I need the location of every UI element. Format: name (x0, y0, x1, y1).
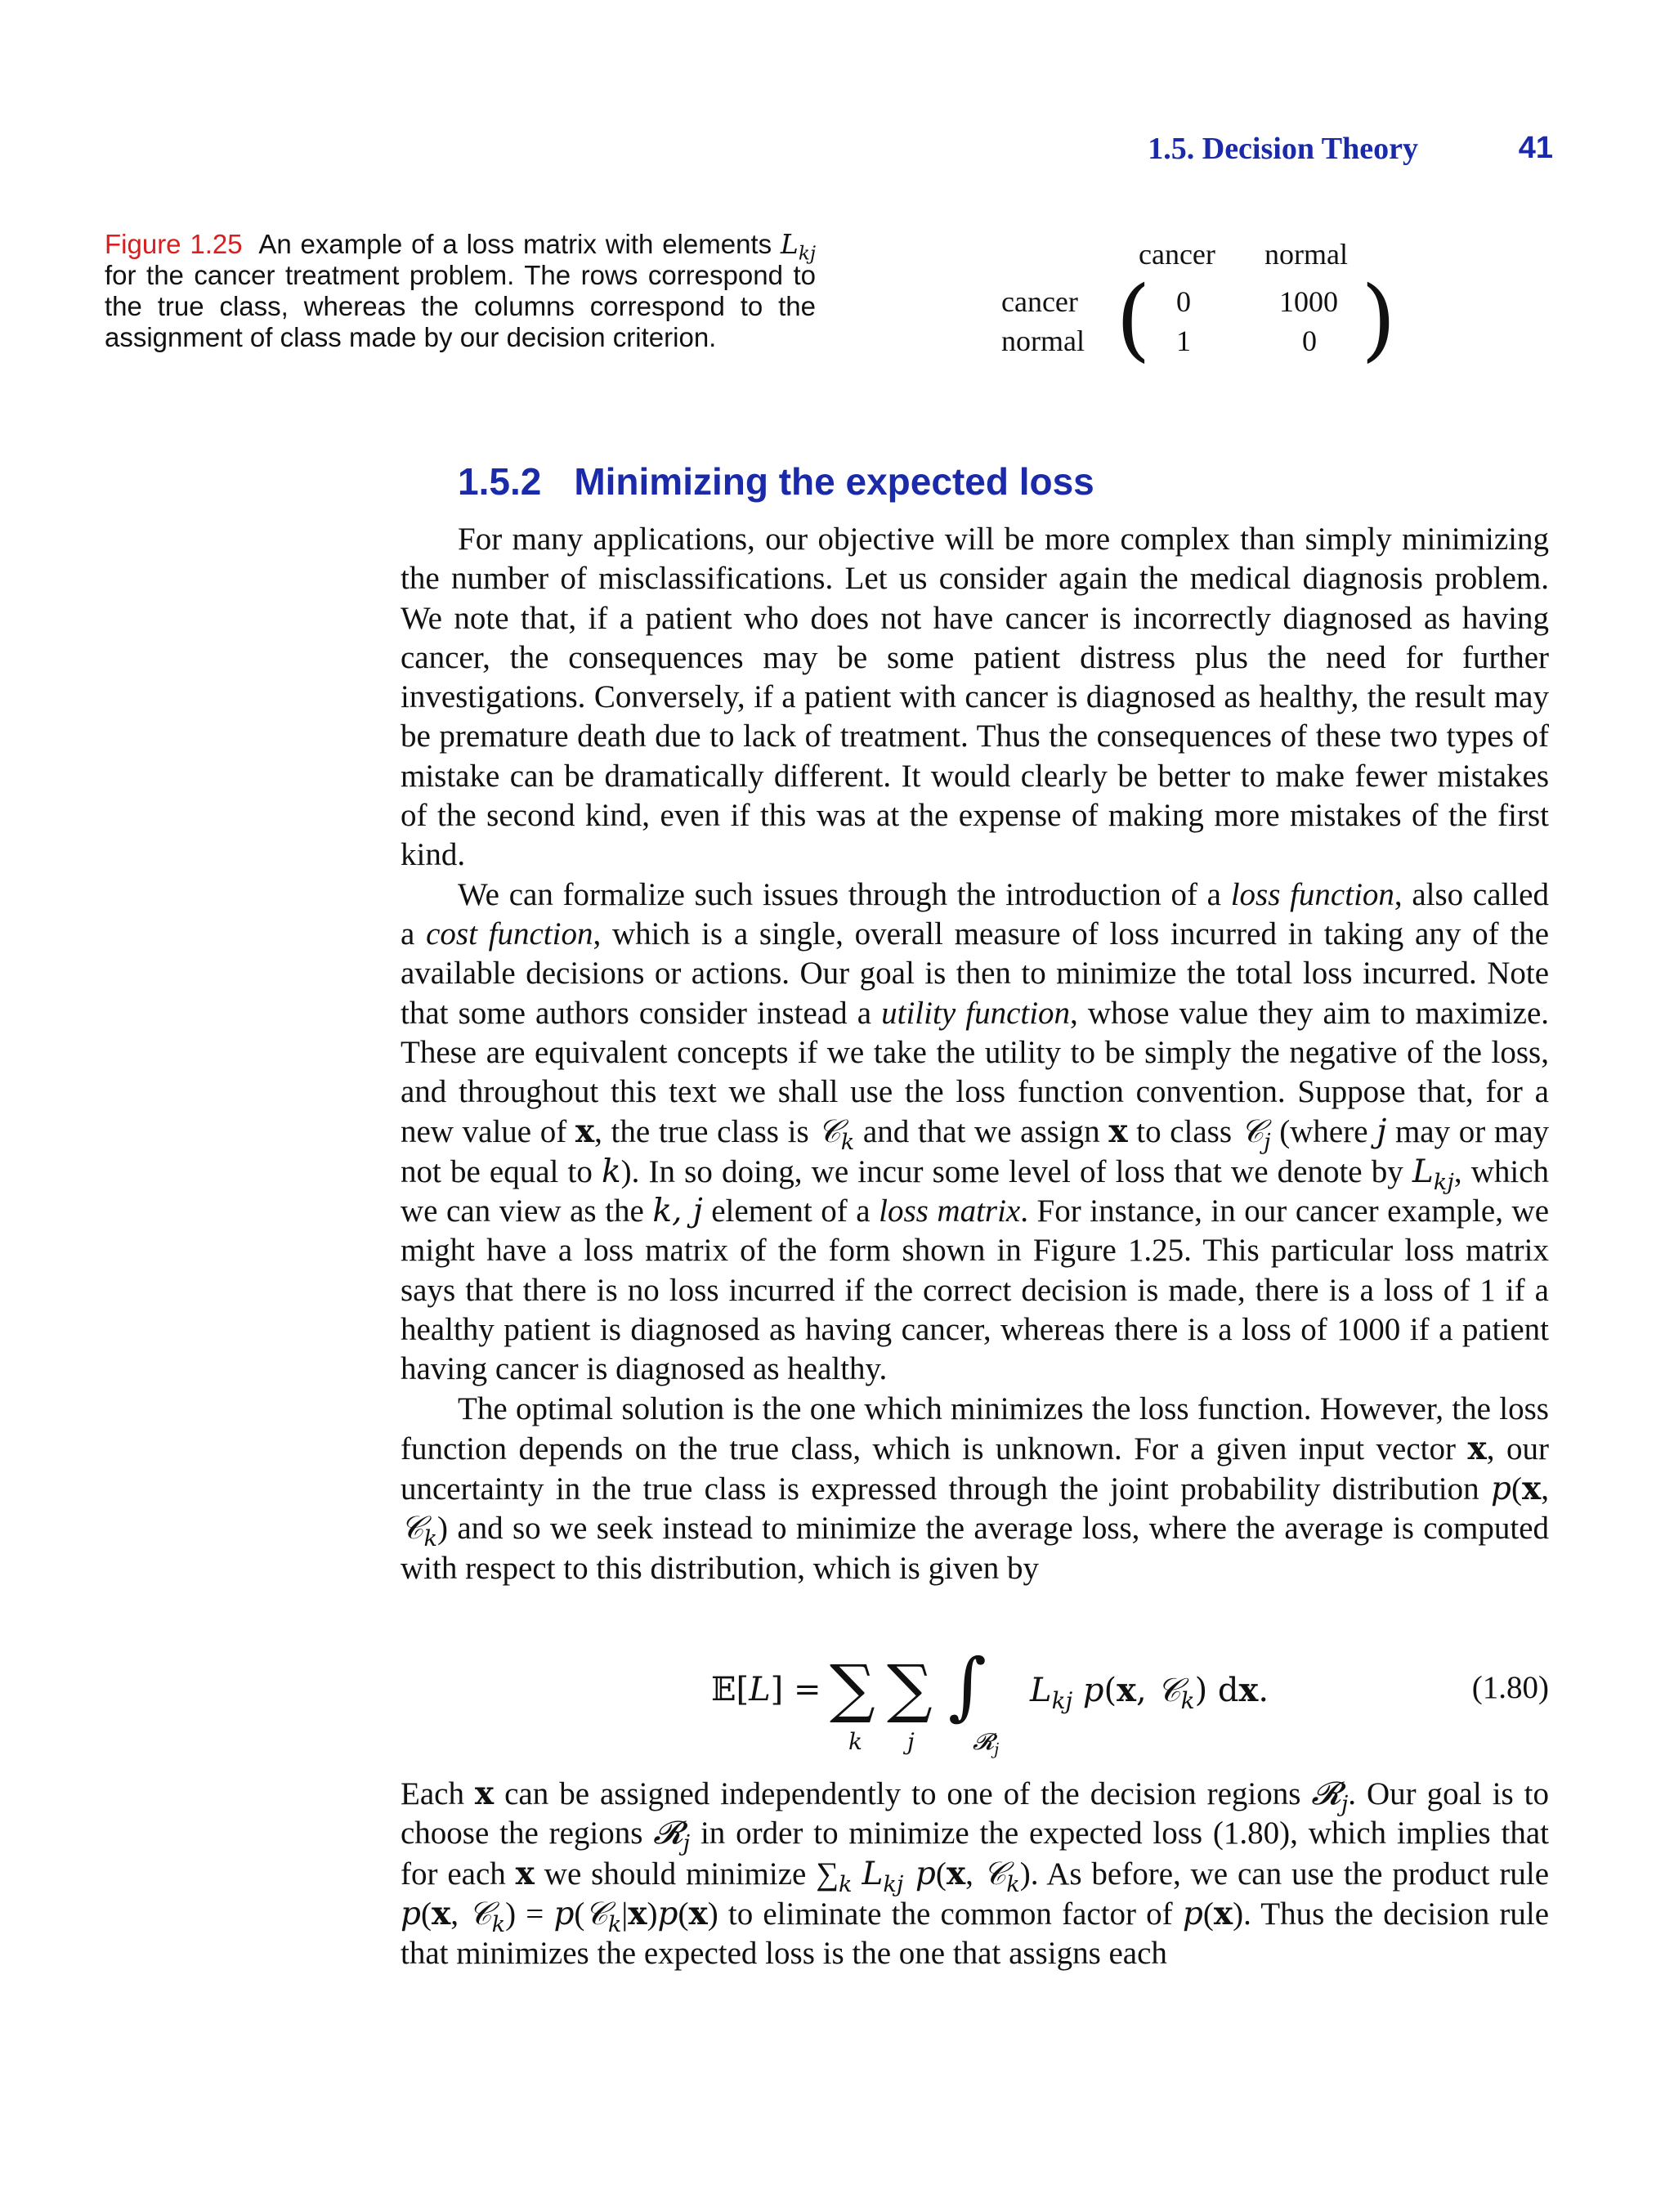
section-heading (458, 459, 1094, 504)
sum-icon: ∑ (830, 1652, 875, 1726)
matrix-col-header: cancer (1139, 238, 1215, 271)
matrix-cell: 0 (1176, 285, 1191, 318)
matrix-row-label: cancer (1001, 285, 1078, 318)
matrix-col-header: normal (1264, 238, 1348, 271)
equation-number: (1.80) (1471, 1670, 1549, 1705)
paragraph: For many applications, our objective will be more complex than simply minimizing the number of misclassifications. Let us consider again the medical diagnosis problem. We note that, if a patient who does not have cancer is incorrectly diagnosed as having cancer, the consequences may be some patient distress plus the need for further investigations. Conversely, if a patient with cancer is diagnosed as healthy, the result may be premature death due to lack of treatment. Thus the consequences of these two types of mistake can be dramatically different. It would clearly be better to make fewer mistakes of the second kind, even if this was at the expense of making more mistakes of the first kind. (401, 522, 1549, 873)
integral-icon: ∫ (948, 1643, 987, 1729)
caption-text-2: for the cancer treatment problem. The rows correspond to the true class, whereas the columns correspond to the assignment of class made by our decision criterion. (105, 260, 816, 352)
matrix-cell: 1 (1176, 325, 1191, 357)
body-text (401, 520, 1549, 1588)
figure-label: Figure 1.25 (105, 229, 243, 259)
section-number: 1.5.2 (458, 460, 542, 503)
matrix-cell: 0 (1302, 325, 1317, 357)
loss-matrix (1001, 233, 1410, 380)
paragraph: The optimal solution is the one which minimizes the loss function. However, the loss function depends on the true class, which is unknown. For a given input vector x, our uncertainty in the true class is expressed through the joint probability distribution p(x, 𝒞$_k$) and so we seek instead to minimize the average loss, where the average is computed with respect to this distribution, which is given by (401, 1390, 1550, 1586)
paragraph: Each x can be assigned independently to one of the decision regions 𝓡$_j$. Our goal is to choose the regions 𝓡$_j$ in order to minimize the expected loss (1.80), which implies that for each x we should minimize $\sum_k$ $L_{kj}$ p(x, 𝒞$_k$). As before, we can use the product rule p(x, 𝒞$_k$) = p(𝒞$_k$|x)p(x) to eliminate the common factor of p(x). Thus the decision rule that minimizes the expected loss is the one that assigns each (401, 1775, 1550, 1972)
matrix-row-label: normal (1001, 325, 1085, 357)
figure-caption (105, 229, 816, 353)
running-head: 1.5. Decision Theory (1148, 132, 1418, 166)
left-paren-icon: ( (1116, 266, 1151, 371)
caption-symbol: $L_{kj}$ (780, 228, 816, 265)
equation: 𝔼[L] = ∑ k ∑ j ∫ 𝓡$_j$ $L_{kj}$ p(x, 𝒞$_k$) dx. (1.80) (711, 1643, 1549, 1759)
sum-icon: ∑ (887, 1652, 933, 1726)
matrix-cell: 1000 (1279, 285, 1338, 318)
section-title: Minimizing the expected loss (574, 460, 1094, 503)
right-paren-icon: ) (1361, 266, 1396, 371)
caption-text-1: An example of a loss matrix with elements (258, 229, 772, 259)
page-header (1063, 131, 1553, 172)
page-number: 41 (1518, 131, 1553, 165)
body-text (401, 1774, 1549, 1973)
paragraph: We can formalize such issues through the introduction of a loss function, also called a cost function, which is a single, overall measure of loss incurred in taking any of the available decisions or actions. Our goal is then to minimize the total loss incurred. Note that some authors consider instead a utility function, whose value they aim to maximize. These are equivalent concepts if we take the utility to be simply the negative of the loss, and throughout this text we shall use the loss function convention. Suppose that, for a new value of x, the true class is 𝒞$_k$ and that we assign x to class 𝒞$_j$ (where j may or may not be equal to k). In so doing, we incur some level of loss that we denote by $L_{kj}$, which we can view as the k, j element of a loss matrix. For instance, in our cancer example, we might have a loss matrix of the form shown in Figure 1.25. This particular loss matrix says that there is no loss incurred if the correct decision is made, there is a loss of 1 if a healthy patient is diagnosed as having cancer, whereas there is a loss of 1000 if a patient having cancer is diagnosed as healthy. (401, 876, 1550, 1387)
